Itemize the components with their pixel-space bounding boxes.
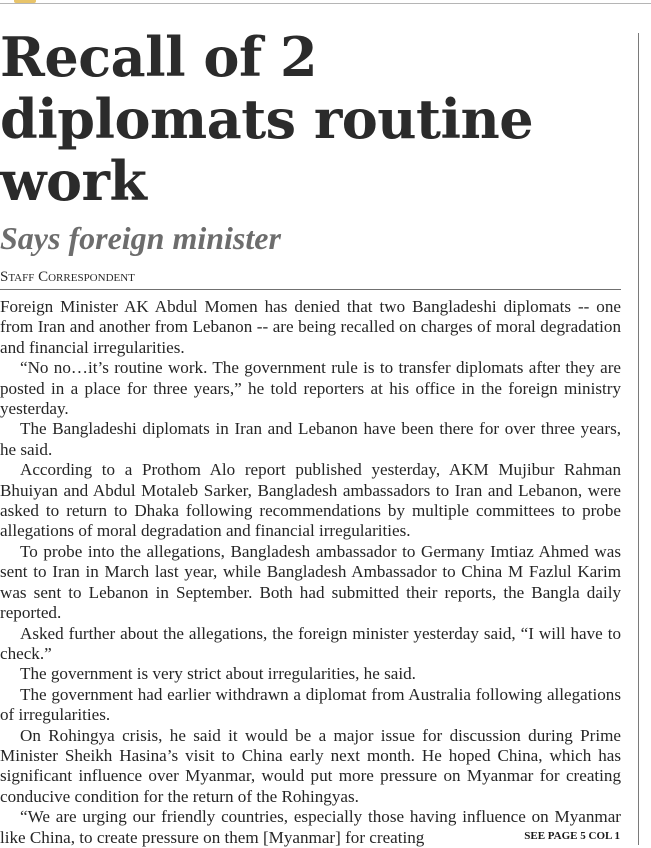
byline: Staff Correspondent	[0, 268, 621, 290]
paragraph: On Rohingya crisis, he said it would be a major issue for discussion during Prime Minister Sheikh Hasina’s visit to China early next month. He hoped China, which has significant influence over Myanmar, would put more pressure on Myanmar for creating conducive condition for the return of the Rohingyas.	[0, 725, 621, 806]
headline: Recall of 2 diplomats routine work	[0, 25, 534, 213]
paragraph: To probe into the allegations, Bangladesh ambassador to Germany Imtiaz Ahmed was sent to Iran in March last year, while Bangladesh Ambassador to China M Fazlul Karim was sent to Lebanon in September. Both had submitted their reports, the Bangla daily reported.	[0, 541, 621, 623]
paragraph: “We are urging our friendly countries, especially those having influence on Myanmar like China, to create pressure on them [Myanmar] for creating	[0, 807, 621, 847]
top-rule	[0, 3, 651, 4]
paragraph: According to a Prothom Alo report published yesterday, AKM Mujibur Rahman Bhuiyan and Abdul Motaleb Sarker, Bangladesh ambassadors to Iran and Lebanon, were asked to return to Dhaka following recommendations by multiple committees to probe allegations of moral degradation and financial irregularities.	[0, 460, 621, 541]
continuation-jump: SEE PAGE 5 COL 1	[524, 830, 620, 842]
article	[0, 26, 621, 848]
top-strip	[0, 0, 651, 5]
paragraph: “No no…it’s routine work. The government rule is to transfer diplomats after they are posted in a place for three years,” he told reporters at his office in the foreign ministry yesterday.	[0, 358, 621, 419]
paragraph: The government had earlier withdrawn a diplomat from Australia following allegations of irregularities.	[0, 684, 621, 725]
paragraph: The Bangladeshi diplomats in Iran and Lebanon have been there for over three years, he said.	[0, 419, 621, 459]
paragraph: The government is very strict about irregularities, he said.	[20, 664, 416, 684]
article-body	[0, 297, 621, 848]
column-divider	[638, 33, 639, 845]
subheadline: Says foreign minister	[0, 220, 281, 256]
paragraph: Asked further about the allegations, the foreign minister yesterday said, “I will have to check.”	[0, 623, 621, 663]
paragraph: Foreign Minister AK Abdul Momen has denied that two Bangladeshi diplomats -- one from Iran and another from Lebanon -- are being recalled on charges of moral degradation and financial irregularities.	[0, 297, 621, 357]
